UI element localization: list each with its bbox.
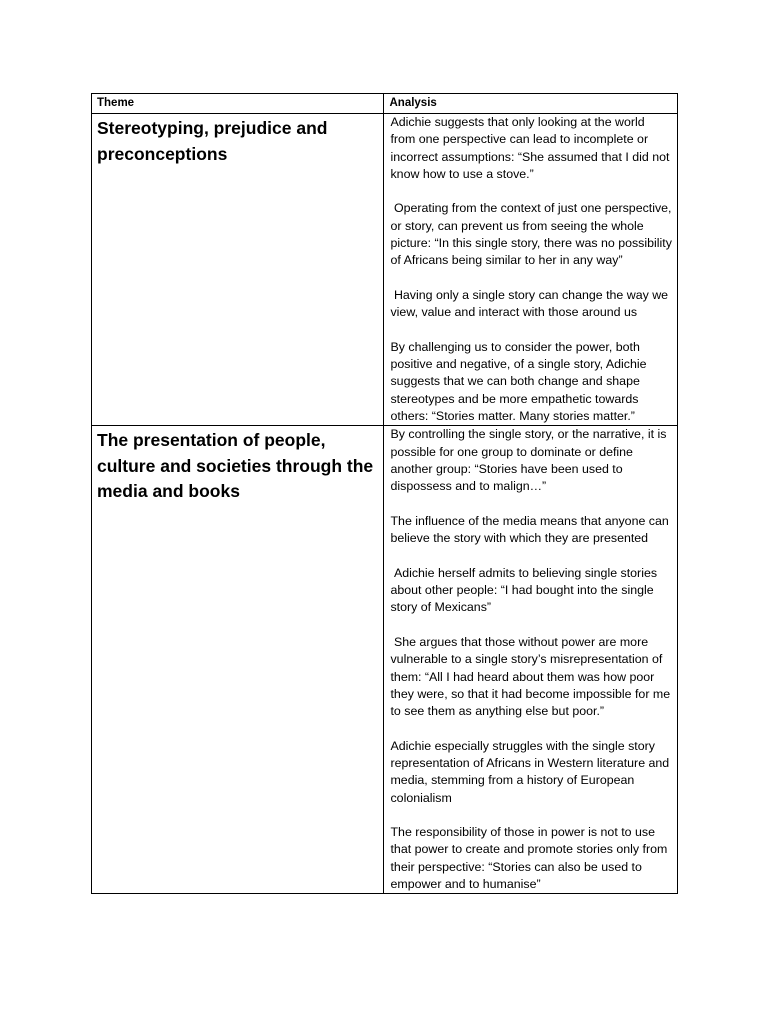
theme-cell — [92, 426, 384, 894]
analysis-paragraph: Adichie especially struggles with the single story representation of Africans in Western literature and media, stemming from a history of European colonialism — [390, 738, 673, 805]
paragraph-gap — [390, 617, 672, 634]
analysis-paragraph: Operating from the context of just one perspective, or story, can prevent us from seeing the whole picture: “In this single story, there was no possibility of Africans being similar to her in any way” — [390, 201, 676, 268]
analysis-paragraph: She argues that those without power are more vulnerable to a single story’s misrepresentation of them: “All I had heard about them was how poor they were, so that it had become impossible for me to see them as anything else but poor.” — [390, 634, 674, 719]
header-row — [92, 94, 678, 114]
analysis-paragraph: Adichie suggests that only looking at the world from one perspective can lead to incomplete or incorrect assumptions: “She assumed that I did not know how to use a stove.” — [390, 115, 673, 181]
theme-title: The presentation of people, culture and societies through the media and books — [97, 430, 374, 502]
themes-table — [91, 93, 678, 894]
theme-title: Stereotyping, prejudice and preconceptions — [97, 118, 328, 164]
paragraph-gap — [390, 496, 672, 513]
analysis-paragraph: Adichie herself admits to believing single stories about other people: “I had bought into the single story of Mexicans” — [390, 565, 661, 615]
paragraph-gap — [390, 183, 672, 200]
analysis-cell — [384, 114, 678, 426]
analysis-paragraph: The responsibility of those in power is not to use that power to create and promote stories only from their perspective: “Stories can also be used to empower and to humanise” — [390, 825, 671, 892]
analysis-paragraph: The influence of the media means that anyone can believe the story with which they are presented — [390, 513, 673, 546]
table-row — [92, 114, 678, 426]
paragraph-gap — [390, 720, 672, 737]
analysis-paragraph: By challenging us to consider the power, both positive and negative, of a single story, Adichie suggests that we can both change and shape stereotypes and be more empathetic towards others: “Stories matter. Many stories matter.” — [390, 339, 650, 424]
table-row — [92, 426, 678, 894]
header-theme: Theme — [92, 94, 384, 114]
header-analysis: Analysis — [384, 94, 678, 114]
paragraph-gap — [390, 270, 672, 287]
analysis-cell — [384, 426, 678, 894]
paragraph-gap — [390, 322, 672, 339]
theme-cell — [92, 114, 384, 426]
table-body — [92, 114, 678, 894]
table-header — [92, 94, 678, 114]
analysis-paragraph: Having only a single story can change the way we view, value and interact with those around us — [390, 287, 672, 320]
paragraph-gap — [390, 807, 672, 824]
analysis-paragraph: By controlling the single story, or the narrative, it is possible for one group to dominate or define another group: “Stories have been used to dispossess and to malign…” — [390, 427, 670, 494]
paragraph-gap — [390, 547, 672, 564]
